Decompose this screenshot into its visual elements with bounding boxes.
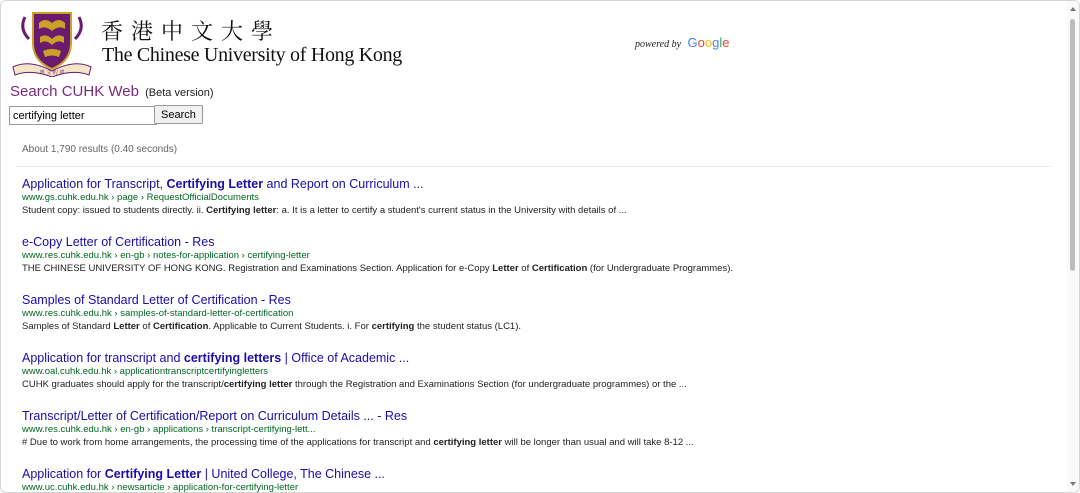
result-title-link[interactable]: Application for transcript and certifying letters | Office of Academic ... (22, 351, 410, 365)
result-snippet: THE CHINESE UNIVERSITY OF HONG KONG. Registration and Examinations Section. Application for e-Copy Letter of Certification (for Undergraduate Programmes). (22, 263, 734, 274)
result-snippet: # Due to work from home arrangements, the processing time of the applications for transcript and certifying letter will be longer than usual and will take 8-12 ... (22, 437, 694, 448)
cuhk-crest-icon[interactable] (9, 9, 95, 77)
search-title: Search CUHK Web (10, 83, 139, 100)
scroll-up-arrow-icon[interactable] (1070, 7, 1076, 11)
vertical-scrollbar[interactable] (1067, 1, 1079, 492)
result-url: www.uc.cuhk.edu.hk › newsarticle › application-for-certifying-letter (22, 482, 299, 493)
results-list (22, 176, 1052, 493)
result-snippet: CUHK graduates should apply for the transcript/certifying letter through the Registration and Examinations Section (for undergraduate programmes) or the ... (22, 379, 687, 390)
result-title-link[interactable]: e-Copy Letter of Certification - Res (22, 235, 215, 249)
powered-by-google[interactable] (635, 35, 729, 50)
powered-by-label: powered by (635, 39, 682, 50)
result-url: www.res.cuhk.edu.hk › en-gb › applications › transcript-certifying-lett... (22, 424, 316, 435)
scroll-down-arrow-icon[interactable] (1070, 482, 1076, 486)
scrollbar-thumb[interactable] (1070, 19, 1075, 271)
search-result (22, 176, 1052, 234)
result-url: www.res.cuhk.edu.hk › en-gb › notes-for-application › certifying-letter (22, 250, 310, 261)
university-name-english: The Chinese University of Hong Kong (102, 44, 403, 66)
svg-text:博 文 約 禮: 博 文 約 禮 (39, 70, 65, 76)
result-url: www.gs.cuhk.edu.hk › page › RequestOfficialDocuments (22, 192, 259, 203)
result-url: www.res.cuhk.edu.hk › samples-of-standard-letter-of-certification (22, 308, 294, 319)
result-title-link[interactable]: Samples of Standard Letter of Certification - Res (22, 293, 291, 307)
result-snippet: Student copy: issued to students directly. ii. Certifying letter: a. It is a letter to certify a student's current status in the University with details of ... (22, 205, 627, 216)
result-title-link[interactable]: Transcript/Letter of Certification/Report on Curriculum Details ... - Res (22, 409, 408, 423)
search-result (22, 408, 1052, 466)
search-input[interactable] (9, 106, 157, 125)
google-logo: Google (687, 35, 730, 50)
result-title-link[interactable]: Application for Certifying Letter | United College, The Chinese ... (22, 467, 385, 481)
search-result (22, 234, 1052, 292)
search-heading (10, 83, 214, 100)
result-title-link[interactable]: Application for Transcript, Certifying Letter and Report on Curriculum ... (22, 177, 424, 191)
search-button[interactable]: Search (154, 105, 203, 124)
search-result (22, 350, 1052, 408)
university-name-chinese: 香港中文大學 (101, 20, 282, 45)
divider (16, 166, 1052, 167)
search-result (22, 292, 1052, 350)
beta-label: (Beta version) (145, 87, 214, 99)
result-snippet: Samples of Standard Letter of Certification. Applicable to Current Students. i. For certifying the student status (LC1). (22, 321, 522, 332)
result-url: www.oal.cuhk.edu.hk › applicationtranscriptcertifyingletters (22, 366, 269, 377)
result-count: About 1,790 results (0.40 seconds) (22, 144, 178, 155)
search-result (22, 466, 1052, 493)
